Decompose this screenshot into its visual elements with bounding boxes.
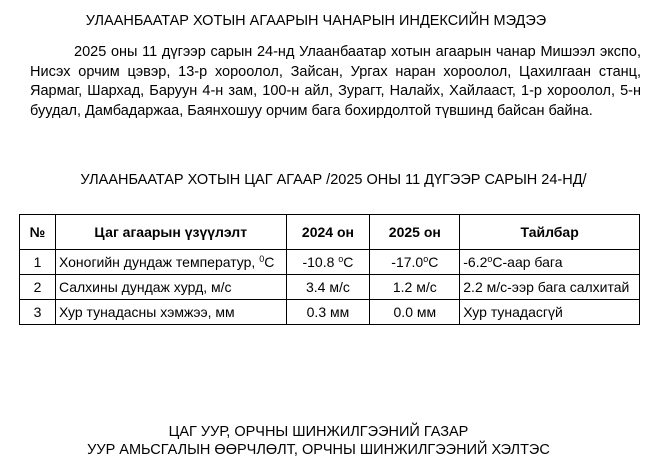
row-2024-value: 3.4 м/с — [286, 275, 370, 300]
weather-table — [19, 214, 640, 325]
unit-text: С — [428, 254, 439, 270]
row-indicator: Салхины дундаж хурд, м/с — [55, 275, 286, 300]
row-number: 3 — [20, 300, 56, 325]
row-note: Хур тунадасгүй — [460, 300, 640, 325]
row-2024-value: 0.3 мм — [286, 300, 370, 325]
row-note — [460, 250, 640, 275]
row-2025-value: 1.2 м/с — [370, 275, 460, 300]
air-quality-paragraph: 2025 оны 11 дүгээр сарын 24-нд Улаанбаатар хотын агаарын чанар Мишээл экспо, Нисэх орчим цэвэр, 13-р хороолол, Зайсан, Ургах наран хороолол, Цахилгаан станц, Яармаг, Шархад, Баруун 4-н зам, 100-н айл, Зурагт, Налайх, Хайлааст, 1-р хороолол, 5-н буудал, Дамбадаржаа, Баянхошуу орчим бага бохирдолтой түвшинд байсан байна. — [30, 44, 641, 119]
value-text: -10.8 — [302, 254, 339, 270]
degree-sup: о — [423, 254, 429, 264]
note-text-rest: С-аар бага — [492, 254, 563, 270]
header-2024: 2024 он — [286, 215, 370, 250]
row-indicator: Хур тунадасны хэмжээ, мм — [55, 300, 286, 325]
row-indicator — [55, 250, 286, 275]
degree-sup: 0 — [259, 254, 265, 264]
table-header-row — [20, 215, 640, 250]
header-note: Тайлбар — [460, 215, 640, 250]
unit-text: С — [264, 254, 275, 270]
footer-department: УУР АМЬСГАЛЫН ӨӨРЧЛӨЛТ, ОРЧНЫ ШИНЖИЛГЭЭНИЙ ХЭЛТЭС — [87, 442, 550, 458]
header-number: № — [20, 215, 56, 250]
row-2025-value — [370, 250, 460, 275]
weather-table-title: УЛААНБААТАР ХОТЫН ЦАГ АГААР /2025 ОНЫ 11 ДҮГЭЭР САРЫН 24-НД/ — [80, 172, 587, 188]
unit-text: С — [343, 254, 354, 270]
table-row — [20, 250, 640, 275]
degree-sup: о — [338, 254, 344, 264]
table-row — [20, 300, 640, 325]
header-indicator: Цаг агаарын үзүүлэлт — [55, 215, 286, 250]
document-title: УЛААНБААТАР ХОТЫН АГААРЫН ЧАНАРЫН ИНДЕКСИЙН МЭДЭЭ — [85, 13, 547, 29]
row-number: 2 — [20, 275, 56, 300]
footer-agency: ЦАГ УУР, ОРЧНЫ ШИНЖИЛГЭЭНИЙ ГАЗАР — [168, 424, 469, 440]
header-2025: 2025 он — [370, 215, 460, 250]
row-note: 2.2 м/с-ээр бага салхитай — [460, 275, 640, 300]
row-number: 1 — [20, 250, 56, 275]
value-text: -17.0 — [391, 254, 424, 270]
row-2024-value — [286, 250, 370, 275]
table-row — [20, 275, 640, 300]
degree-sup: о — [487, 254, 493, 264]
indicator-text: Хоногийн дундаж температур, — [58, 254, 260, 270]
note-text: -6.2 — [463, 254, 488, 270]
row-2025-value: 0.0 мм — [370, 300, 460, 325]
